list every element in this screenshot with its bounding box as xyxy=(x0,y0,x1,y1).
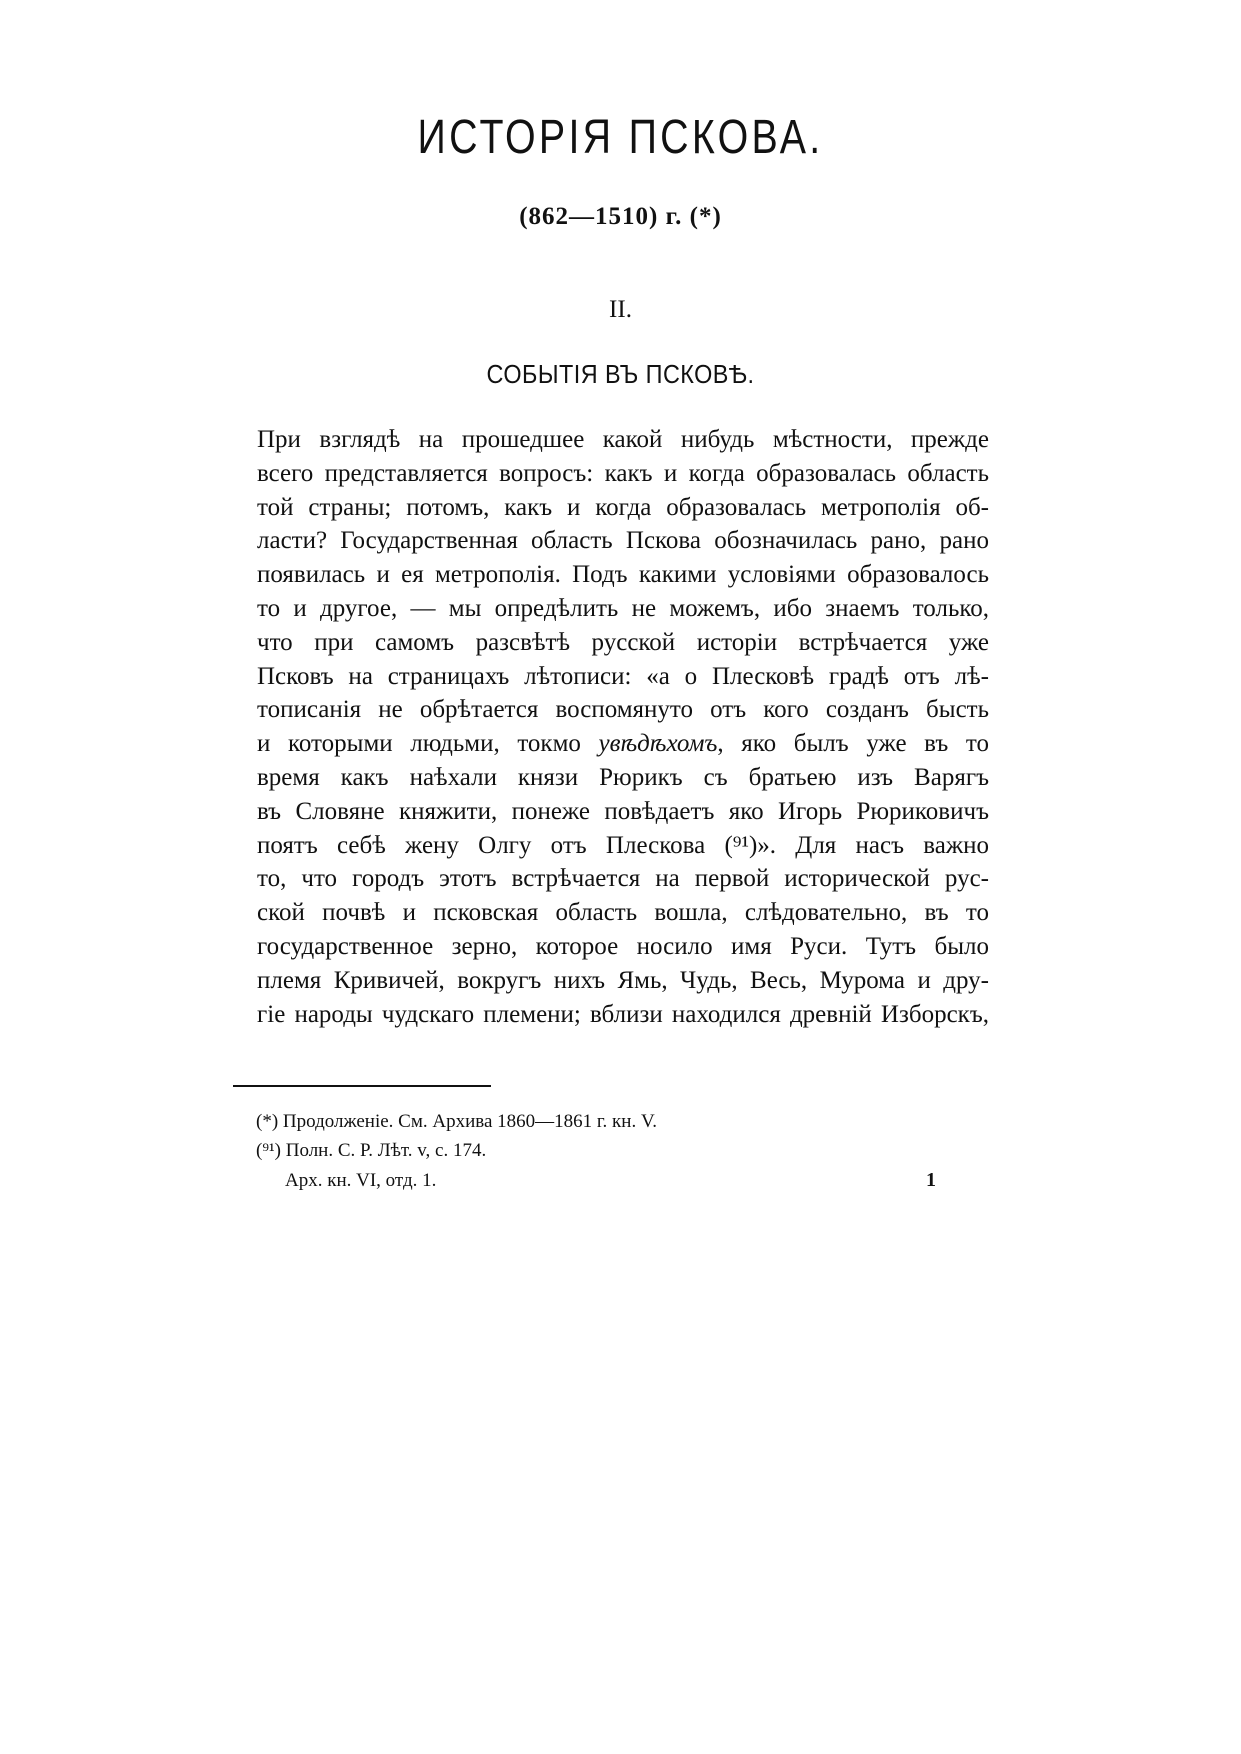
text-line: и которыми людьми, токмо увѣдѣхомъ, яко былъ уже въ то xyxy=(257,730,989,758)
italic-word: увѣдѣхомъ xyxy=(598,730,718,758)
text-line: тописанія не обрѣтается воспомянуто отъ кого созданъ бысть xyxy=(257,696,989,724)
section-title: СОБЫТІЯ ВЪ ПСКОВѢ. xyxy=(486,359,755,389)
text-line: появилась и ея метрополія. Подъ какими условіями образовалось xyxy=(257,561,989,589)
text-line: гіе народы чудскаго племени; вблизи находился древній Изборскъ, xyxy=(257,1000,989,1028)
page-number: 1 xyxy=(926,1169,936,1191)
text-line: той страны; потомъ, какъ и когда образовалась метрополія об- xyxy=(257,493,989,521)
body-text xyxy=(257,423,989,1031)
page-title: ИСТОРІЯ ПСКОВА. xyxy=(417,111,824,164)
footnote-1: (*) Продолженіе. См. Архива 1860—1861 г. кн. V. xyxy=(256,1111,657,1132)
date-range-subtitle: (862—1510) г. (*) xyxy=(519,203,722,230)
text-line: что при самомъ разсвѣтѣ русской исторіи встрѣчается уже xyxy=(257,628,989,656)
section-number: II. xyxy=(609,296,632,323)
footnote-divider xyxy=(233,1085,491,1087)
text-line: то и другое, — мы опредѣлить не можемъ, ибо знаемъ только, xyxy=(257,594,989,622)
text-line: При взглядѣ на прошедшее какой нибудь мѣстности, прежде xyxy=(257,426,989,453)
text-line: то, что городъ этотъ встрѣчается на первой исторической рус- xyxy=(257,865,989,893)
text-line: ласти? Государственная область Пскова обозначилась рано, рано xyxy=(257,527,989,555)
text-line: всего представляется вопросъ: какъ и когда образовалась область xyxy=(257,459,989,487)
text-line: ской почвѣ и псковская область вошла, слѣдовательно, въ то xyxy=(257,899,989,927)
footnote-91: (⁹¹) Полн. С. Р. Лѣт. v, с. 174. xyxy=(256,1140,487,1161)
text-line: племя Кривичей, вокругъ нихъ Ямь, Чудь, Весь, Мурома и дру- xyxy=(257,966,989,994)
text-line: въ Словяне княжити, понеже повѣдаетъ яко Игорь Рюриковичъ xyxy=(257,797,989,825)
text-line: Псковъ на страницахъ лѣтописи: «а о Плесковѣ градѣ отъ лѣ- xyxy=(257,662,989,690)
printer-signature: Арх. кн. VI, отд. 1. xyxy=(285,1170,437,1191)
text-line: время какъ наѣхали князи Рюрикъ съ братьею изъ Варягъ xyxy=(257,763,989,791)
text-line: поятъ себѣ жену Олгу отъ Плескова (⁹¹)». Для насъ важно xyxy=(257,831,989,859)
text-line: государственное зерно, которое носило имя Руси. Тутъ было xyxy=(257,932,989,960)
